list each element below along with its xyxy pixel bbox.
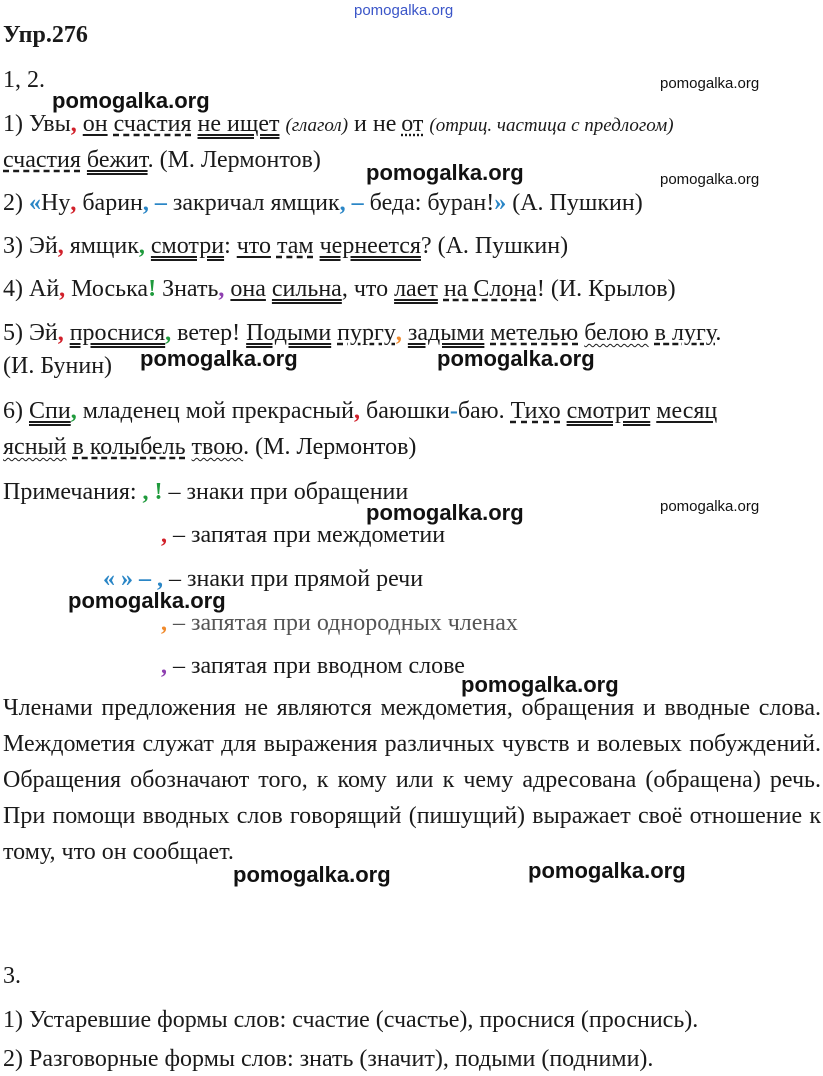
- note-text: – запятая при междометии: [167, 522, 446, 548]
- hyphen-mark: -: [449, 398, 458, 424]
- punct-mark: ,: [59, 276, 66, 302]
- predicate-word: чернеется: [319, 233, 421, 259]
- punct-mark: !: [154, 479, 163, 505]
- subject-word: месяц: [656, 398, 718, 424]
- note-text: – запятая при однородных членах: [167, 610, 518, 636]
- object-word: метелью: [490, 320, 579, 346]
- notes-line-3: [103, 565, 423, 593]
- task-3-item-2: 2) Разговорные формы слов: знать (значит), подыми (подними).: [3, 1046, 654, 1072]
- predicate-word: сильна: [271, 276, 342, 302]
- object-word: на Слона: [443, 276, 537, 302]
- predicate-word: Спи: [29, 398, 71, 424]
- sentence-5-line-1: [3, 319, 721, 347]
- punct-mark: ,: [138, 233, 145, 259]
- predicate-word: смотри: [150, 233, 225, 259]
- predicate-word: задыми: [407, 320, 485, 346]
- note-text: – знаки при прямой речи: [163, 566, 424, 592]
- subject-word: он: [82, 111, 108, 137]
- predicate-word: смотрит: [566, 398, 651, 424]
- punct-mark: ,: [161, 610, 167, 636]
- notes-line-2: [161, 521, 445, 549]
- watermark-small: pomogalka.org: [660, 498, 760, 515]
- watermark: pomogalka.org: [366, 500, 524, 525]
- adverbial-word: в лугу: [654, 320, 716, 346]
- sentence-number: 1): [3, 111, 29, 137]
- subject-word: она: [230, 276, 266, 302]
- quote-mark: « »: [103, 566, 133, 592]
- punct-mark: ,: [157, 566, 163, 592]
- punct-mark: ,: [70, 398, 77, 424]
- author: . (М. Лермонтов): [147, 147, 321, 173]
- author: (А. Пушкин): [506, 190, 643, 216]
- punct-mark: ,: [57, 320, 64, 346]
- predicate-word: лает: [394, 276, 438, 302]
- watermark: pomogalka.org: [366, 160, 524, 185]
- punct-mark: ,: [142, 190, 149, 216]
- adverbial-word: Тихо: [510, 398, 561, 424]
- punct-mark: ,: [57, 233, 64, 259]
- punct-mark: ,: [218, 276, 225, 302]
- watermark: pomogalka.org: [528, 858, 686, 883]
- notes-line-1: [3, 478, 408, 506]
- sentence-4: [3, 275, 676, 303]
- watermark: pomogalka.org: [233, 862, 391, 887]
- word: , что: [341, 276, 395, 302]
- word: барин: [76, 190, 143, 216]
- notes-label: Примечания:: [3, 479, 143, 505]
- predicate-word: проснися: [69, 320, 166, 346]
- punct-mark: ,: [161, 522, 167, 548]
- attribute-word: твою: [191, 434, 244, 460]
- watermark: pomogalka.org: [461, 672, 619, 697]
- note-text: – знаки при обращении: [162, 479, 409, 505]
- word: ямщик: [63, 233, 139, 259]
- grammar-note: (глагол): [285, 115, 349, 136]
- watermark: pomogalka.org: [52, 88, 210, 113]
- grammar-note: (отриц. частица с предлогом): [429, 115, 674, 136]
- punct-mark: ,: [354, 398, 361, 424]
- watermark: pomogalka.org: [437, 346, 595, 371]
- explanation-paragraph: Членами предложения не являются междометия, обращения и вводные слова. Междометия служат для выражения различных чувств и волевых побуждений. Обращения обозначают того, к кому или к чему адресована (обращена) речь. При помощи вводных слов говорящий (пишущий) выражает своё отношение к тому, что он сообщает.: [3, 695, 821, 865]
- watermark: pomogalka.org: [140, 346, 298, 371]
- dash-mark: –: [133, 566, 157, 592]
- sentence-6-line-1: [3, 397, 717, 425]
- sentence-number: 4) Ай: [3, 276, 60, 302]
- sentence-1-line-2: [3, 146, 321, 174]
- exercise-title: Упр.276: [3, 22, 88, 48]
- punct-mark: ,: [165, 320, 172, 346]
- punct-mark: ,: [161, 653, 167, 679]
- word: младенец мой прекрасный: [76, 398, 355, 424]
- punct-mark: ,: [339, 190, 346, 216]
- word: .: [715, 320, 722, 346]
- attribute-word: белою: [584, 320, 649, 346]
- task-3-number: 3.: [3, 963, 21, 989]
- punct-mark: ,: [70, 190, 77, 216]
- object-word: счастия: [113, 111, 192, 137]
- sentence-number: 6): [3, 398, 29, 424]
- word: от: [401, 111, 424, 137]
- predicate-word: не ищет: [197, 111, 280, 137]
- word: и не: [348, 111, 397, 137]
- dash-mark: –: [345, 190, 370, 216]
- note-text: – запятая при вводном слове: [167, 653, 465, 679]
- word: :: [224, 233, 237, 259]
- word: закричал ямщик: [172, 190, 340, 216]
- word: Знать: [156, 276, 219, 302]
- adverbial-word: там: [276, 233, 314, 259]
- attribute-word: ясный: [3, 434, 67, 460]
- punct-mark: ,: [70, 111, 77, 137]
- sentence-number: 5) Эй: [3, 320, 58, 346]
- author: ? (А. Пушкин): [420, 233, 569, 259]
- watermark-top: pomogalka.org: [354, 2, 454, 19]
- object-word: счастия: [3, 147, 81, 173]
- word: беда: буран!: [369, 190, 495, 216]
- adverbial-word: в колыбель: [72, 434, 186, 460]
- task-3-item-1: 1) Устаревшие формы слов: счастие (счастье), проснися (проснись).: [3, 1007, 699, 1033]
- task-numbers: 1, 2.: [3, 67, 45, 93]
- watermark: pomogalka.org: [68, 588, 226, 613]
- watermark-small: pomogalka.org: [660, 171, 760, 188]
- notes-line-4: [161, 609, 518, 637]
- quote-mark: «: [29, 190, 41, 216]
- watermark-small: pomogalka.org: [660, 75, 760, 92]
- sentence-number: 3) Эй: [3, 233, 58, 259]
- sentence-5-author: (И. Бунин): [3, 353, 113, 379]
- sentence-1-line-1: [3, 110, 674, 140]
- word: баюшки: [360, 398, 450, 424]
- punct-mark: !: [148, 276, 157, 302]
- sentence-3: [3, 232, 568, 260]
- sentence-number: 2): [3, 190, 29, 216]
- word: Ну: [41, 190, 71, 216]
- predicate-word: бежит: [86, 147, 148, 173]
- notes-line-5: [161, 652, 465, 680]
- sentence-6-line-2: [3, 433, 416, 461]
- sentence-2: [3, 189, 643, 217]
- subject-word: что: [236, 233, 271, 259]
- word: Моська: [65, 276, 149, 302]
- quote-mark: »: [494, 190, 507, 216]
- object-word: пургу: [337, 320, 396, 346]
- dash-mark: –: [148, 190, 173, 216]
- word: Увы: [29, 111, 71, 137]
- word: баю.: [457, 398, 511, 424]
- word: ветер!: [171, 320, 247, 346]
- author: . (М. Лермонтов): [243, 434, 417, 460]
- predicate-word: Подыми: [246, 320, 332, 346]
- punct-mark: ,: [142, 479, 149, 505]
- punct-mark: ,: [395, 320, 402, 346]
- author: ! (И. Крылов): [536, 276, 676, 302]
